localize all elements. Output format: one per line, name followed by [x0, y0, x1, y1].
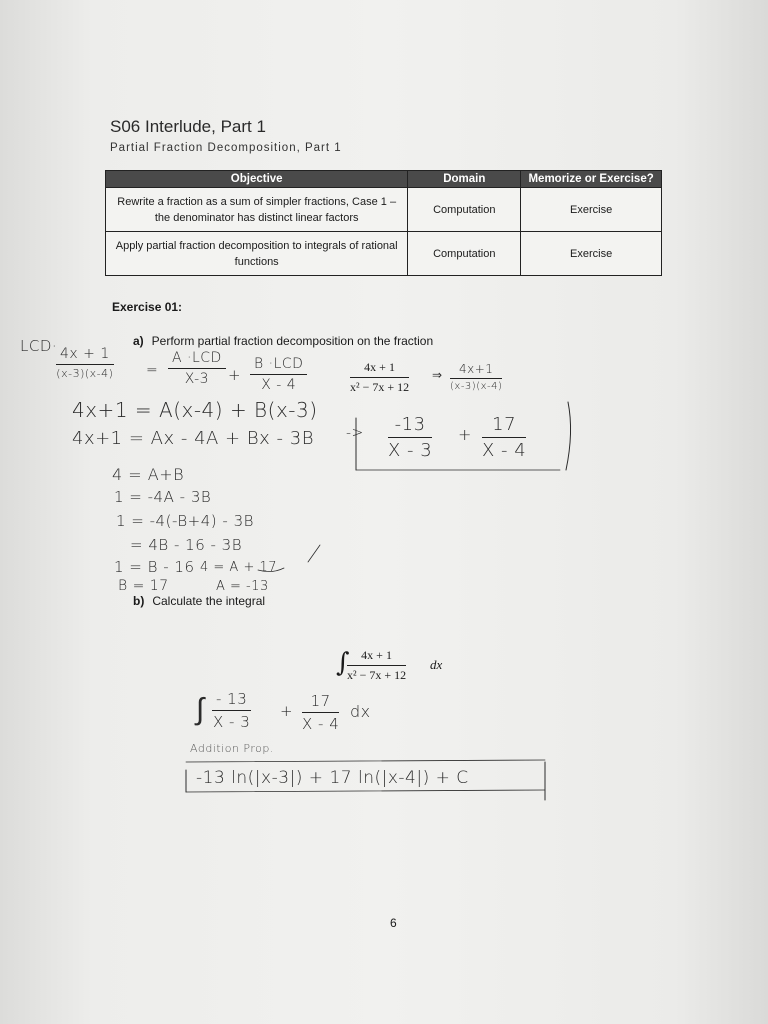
objective-cell: Rewrite a fraction as a sum of simpler fractions, Case 1 – the denominator has distinct linear factors [106, 188, 408, 232]
hw-result-arrow: -> [346, 425, 364, 441]
hw-int2-den: X - 4 [302, 715, 340, 733]
part-b-denominator: x² − 7x + 12 [347, 668, 407, 682]
hw-line-7b: 4 = A + 17 [200, 560, 278, 575]
header-mode: Memorize or Exercise? [521, 171, 662, 188]
hw-line-2: 4x+1 = Ax - 4A + Bx - 3B [72, 428, 314, 449]
hw-line-4: 1 = -4A - 3B [114, 488, 212, 506]
mode-cell: Exercise [521, 232, 662, 276]
hw-side-den: (x-3)(x-4) [450, 381, 503, 392]
page-title: S06 Interlude, Part 1 [110, 117, 266, 136]
hw-b-num: B ·LCD [250, 356, 307, 375]
hw-line-8a: B = 17 [118, 578, 169, 594]
hw-line-8b: A = -13 [216, 579, 269, 594]
hw-int1-den: X - 3 [213, 713, 251, 731]
page-subtitle: Partial Fraction Decomposition, Part 1 [110, 142, 342, 154]
hw-original-den: (x-3)(x-4) [56, 367, 114, 380]
hw-res1-num: -13 [388, 414, 432, 438]
integral-symbol: ∫ [336, 648, 350, 678]
hw-res1-den: X - 3 [388, 440, 433, 461]
hw-result-plus: + [458, 425, 472, 444]
objective-cell: Apply partial fraction decomposition to integrals of rational functions [106, 232, 408, 276]
hw-res2-num: 17 [482, 414, 526, 438]
domain-cell: Computation [408, 188, 521, 232]
hw-line-3: 4 = A+B [112, 465, 185, 484]
hw-line-7a: 1 = B - 16 [114, 558, 195, 576]
hw-integrand-plus: + [280, 702, 294, 720]
part-b-numerator: 4x + 1 [347, 648, 406, 666]
answer-box-top [186, 760, 545, 762]
hw-plus: + [228, 366, 242, 384]
part-a-denominator: x² − 7x + 12 [350, 380, 410, 394]
exercise-label: Exercise 01: [112, 300, 183, 314]
header-objective: Objective [106, 171, 408, 188]
hw-line-6: = 4B - 16 - 3B [130, 536, 243, 554]
hw-side-num: 4x+1 [450, 362, 502, 379]
hw-arrow: ⇒ [432, 368, 443, 382]
part-a-text: Perform partial fraction decomposition on the fraction [151, 334, 434, 348]
hw-equals: = [146, 362, 159, 378]
hw-line-1: 4x+1 = A(x-4) + B(x-3) [72, 398, 318, 422]
part-a-numerator: 4x + 1 [350, 360, 409, 378]
hw-lcd-label: LCD· [20, 337, 58, 355]
domain-cell: Computation [408, 232, 521, 276]
hw-a-den: X-3 [184, 371, 210, 387]
hw-integrand-dx: dx [350, 702, 371, 721]
hw-addition-note: Addition Prop. [190, 742, 274, 755]
part-a-letter: a) [133, 334, 144, 348]
hw-a-num: A ·LCD [168, 350, 226, 369]
answer-box-bottom [186, 790, 545, 792]
hw-b-den: X - 4 [261, 377, 297, 393]
hw-final-answer: -13 ln(|x-3|) + 17 ln(|x-4|) + C [196, 768, 469, 788]
hw-int1-num: - 13 [212, 690, 251, 711]
header-domain: Domain [408, 171, 521, 188]
result-box-right [566, 402, 571, 470]
hw-original-num: 4x + 1 [56, 346, 114, 365]
hw-int2-num: 17 [302, 692, 339, 713]
page-number: 6 [390, 916, 397, 930]
underline-stroke [258, 568, 284, 572]
part-b-dx: dx [430, 657, 443, 672]
check-mark [308, 545, 320, 562]
mode-cell: Exercise [521, 188, 662, 232]
hw-res2-den: X - 4 [482, 440, 527, 461]
part-b-letter: b) [133, 594, 145, 608]
hw-integral-sign: ∫ [196, 692, 205, 727]
hw-line-5: 1 = -4(-B+4) - 3B [116, 512, 254, 530]
part-b-text: Calculate the integral [152, 594, 266, 608]
